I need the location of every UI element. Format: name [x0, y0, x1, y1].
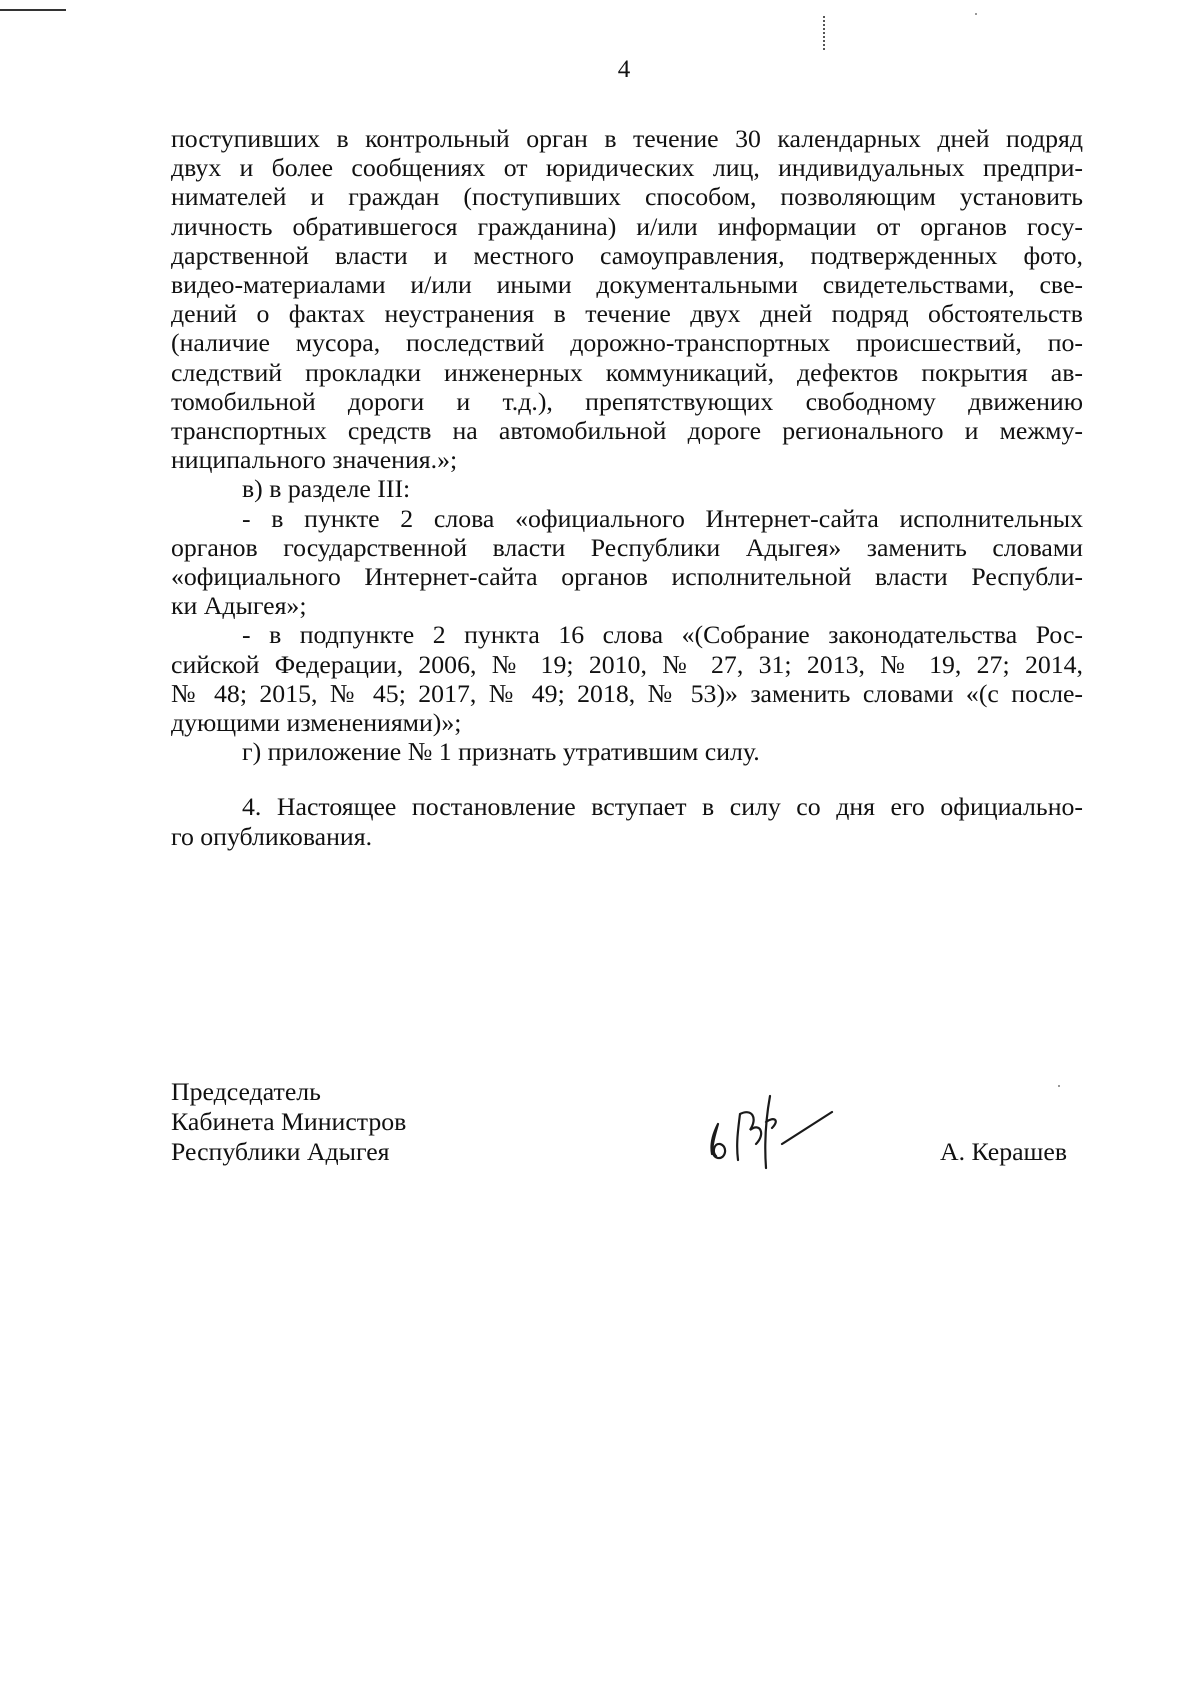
body-line: г) приложение № 1 признать утратившим силу.: [242, 737, 760, 767]
signatory-title-line: Республики Адыгея: [171, 1137, 390, 1166]
body-line: «официального Интернет-сайта органов исполнительной власти Республи-: [171, 562, 1083, 592]
body-line: дений о фактах неустранения в течение двух дней подряд обстоятельств: [171, 299, 1083, 329]
body-line: органов государственной власти Республики Адыгея» заменить словами: [171, 532, 1083, 562]
body-line: следствий прокладки инженерных коммуникаций, дефектов покрытия ав-: [171, 357, 1083, 387]
body-line: - в пункте 2 слова «официального Интернет-сайта исполнительных: [242, 503, 1083, 533]
body-line: сийской Федерации, 2006, № 19; 2010, № 27, 31; 2013, № 19, 27; 2014,: [171, 649, 1083, 679]
body-line: в) в разделе III:: [242, 474, 411, 504]
body-line: ки Адыгея»;: [171, 591, 307, 621]
signatory-name: А. Керашев: [940, 1137, 1068, 1166]
signatory-title-line: Кабинета Министров: [171, 1107, 407, 1136]
page-number: 4: [617, 56, 631, 83]
signatory-title-line: Председатель: [171, 1077, 321, 1106]
body-line: (наличие мусора, последствий дорожно-транспортных происшествий, по-: [171, 328, 1083, 358]
body-line: 4. Настоящее постановление вступает в силу со дня его официально-: [242, 792, 1083, 822]
body-line: личность обратившегося гражданина) и/или информации от органов госу-: [171, 211, 1083, 241]
body-line: № 48; 2015, № 45; 2017, № 49; 2018, № 53)» заменить словами «(с после-: [171, 678, 1083, 708]
body-line: томобильной дороги и т.д.), препятствующих свободному движению: [171, 386, 1083, 416]
body-line: поступивших в контрольный орган в течение 30 календарных дней подряд: [171, 124, 1083, 153]
body-line: нимателей и граждан (поступивших способом, позволяющим установить: [171, 182, 1083, 212]
signatory-title: [171, 1077, 406, 1167]
scan-artifact-dots: [823, 16, 828, 50]
scan-artifact-speck: [975, 13, 977, 15]
scan-artifact-speck: [1058, 1085, 1060, 1087]
body-line: дующими изменениями)»;: [171, 708, 462, 738]
body-line: дарственной власти и местного самоуправления, подтвержденных фото,: [171, 240, 1083, 270]
body-line: ниципального значения.»;: [171, 445, 458, 475]
scan-artifact-line: [0, 9, 66, 11]
body-line: транспортных средств на автомобильной дороге регионального и межму-: [171, 416, 1083, 446]
document-body: [171, 124, 1083, 851]
body-line: двух и более сообщениях от юридических лиц, индивидуальных предпри-: [171, 153, 1083, 183]
handwritten-signature-icon: [700, 1082, 850, 1172]
body-line: го опубликования.: [171, 821, 373, 851]
body-line: - в подпункте 2 пункта 16 слова «(Собрание законодательства Рос-: [242, 620, 1083, 650]
body-line: видео-материалами и/или иными документальными свидетельствами, све-: [171, 270, 1083, 300]
